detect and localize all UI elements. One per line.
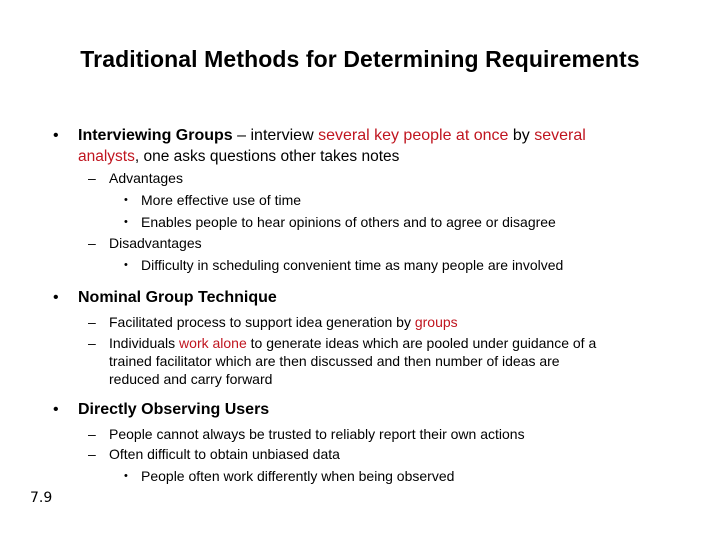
dash-icon: – [88,235,96,251]
interviewing-text-1: interview [250,127,319,144]
nominal-point-2-highlight: work alone [179,335,247,351]
nominal-point-1-highlight: groups [414,314,458,330]
nominal-point-2 [109,334,596,353]
dash-icon: – [88,335,96,351]
disadvantage-item: Difficulty in scheduling convenient time as many people are involved [141,257,564,273]
interviewing-highlight-3: analysts [78,148,135,165]
interviewing-text-2: by [508,127,535,144]
advantage-item: More effective use of time [141,192,302,208]
bullet-icon: • [53,127,59,144]
nominal-point-2-text-end: to generate ideas which are pooled under guidance of a [246,335,597,351]
nominal-heading: Nominal Group Technique [78,289,277,306]
nominal-point-2-text: Individuals [109,335,180,351]
bullet-icon: • [124,259,128,271]
bullet-icon: • [53,401,59,418]
observing-point: People cannot always be trusted to reliably report their own actions [109,426,525,442]
observing-point: Often difficult to obtain unbiased data [109,446,340,462]
dash-icon: – [88,170,96,186]
observing-heading: Directly Observing Users [78,401,270,418]
interviewing-highlight-2: several [534,127,586,144]
dash-icon: – [88,314,96,330]
bullet-icon: • [124,470,128,482]
interviewing-text-3: , one asks questions other takes notes [134,148,400,165]
page-number: 7.9 [30,490,53,506]
advantage-item: Enables people to hear opinions of others and to agree or disagree [141,214,556,230]
dash-icon: – [88,446,96,462]
interviewing-highlight-1: several key people at once [318,127,509,144]
bullet-icon: • [124,194,128,206]
observing-subpoint: People often work differently when being observed [141,468,455,484]
nominal-point-2-line-3: reduced and carry forward [109,371,273,387]
interviewing-heading: Interviewing Groups [78,127,233,144]
dash-icon: – [88,426,96,442]
bullet-icon: • [124,216,128,228]
advantages-label: Advantages [109,170,183,186]
interviewing-line-2 [78,147,399,167]
heading-separator: – [232,127,251,144]
nominal-point-1-text: Facilitated process to support idea generation by [109,314,415,330]
nominal-point-2-line-2: trained facilitator which are then discussed and then number of ideas are [109,353,560,369]
bullet-icon: • [53,289,59,306]
interviewing-line-1 [78,126,586,146]
slide-title: Traditional Methods for Determining Requirements [80,46,640,72]
nominal-point-1 [109,313,458,332]
disadvantages-label: Disadvantages [109,235,202,251]
